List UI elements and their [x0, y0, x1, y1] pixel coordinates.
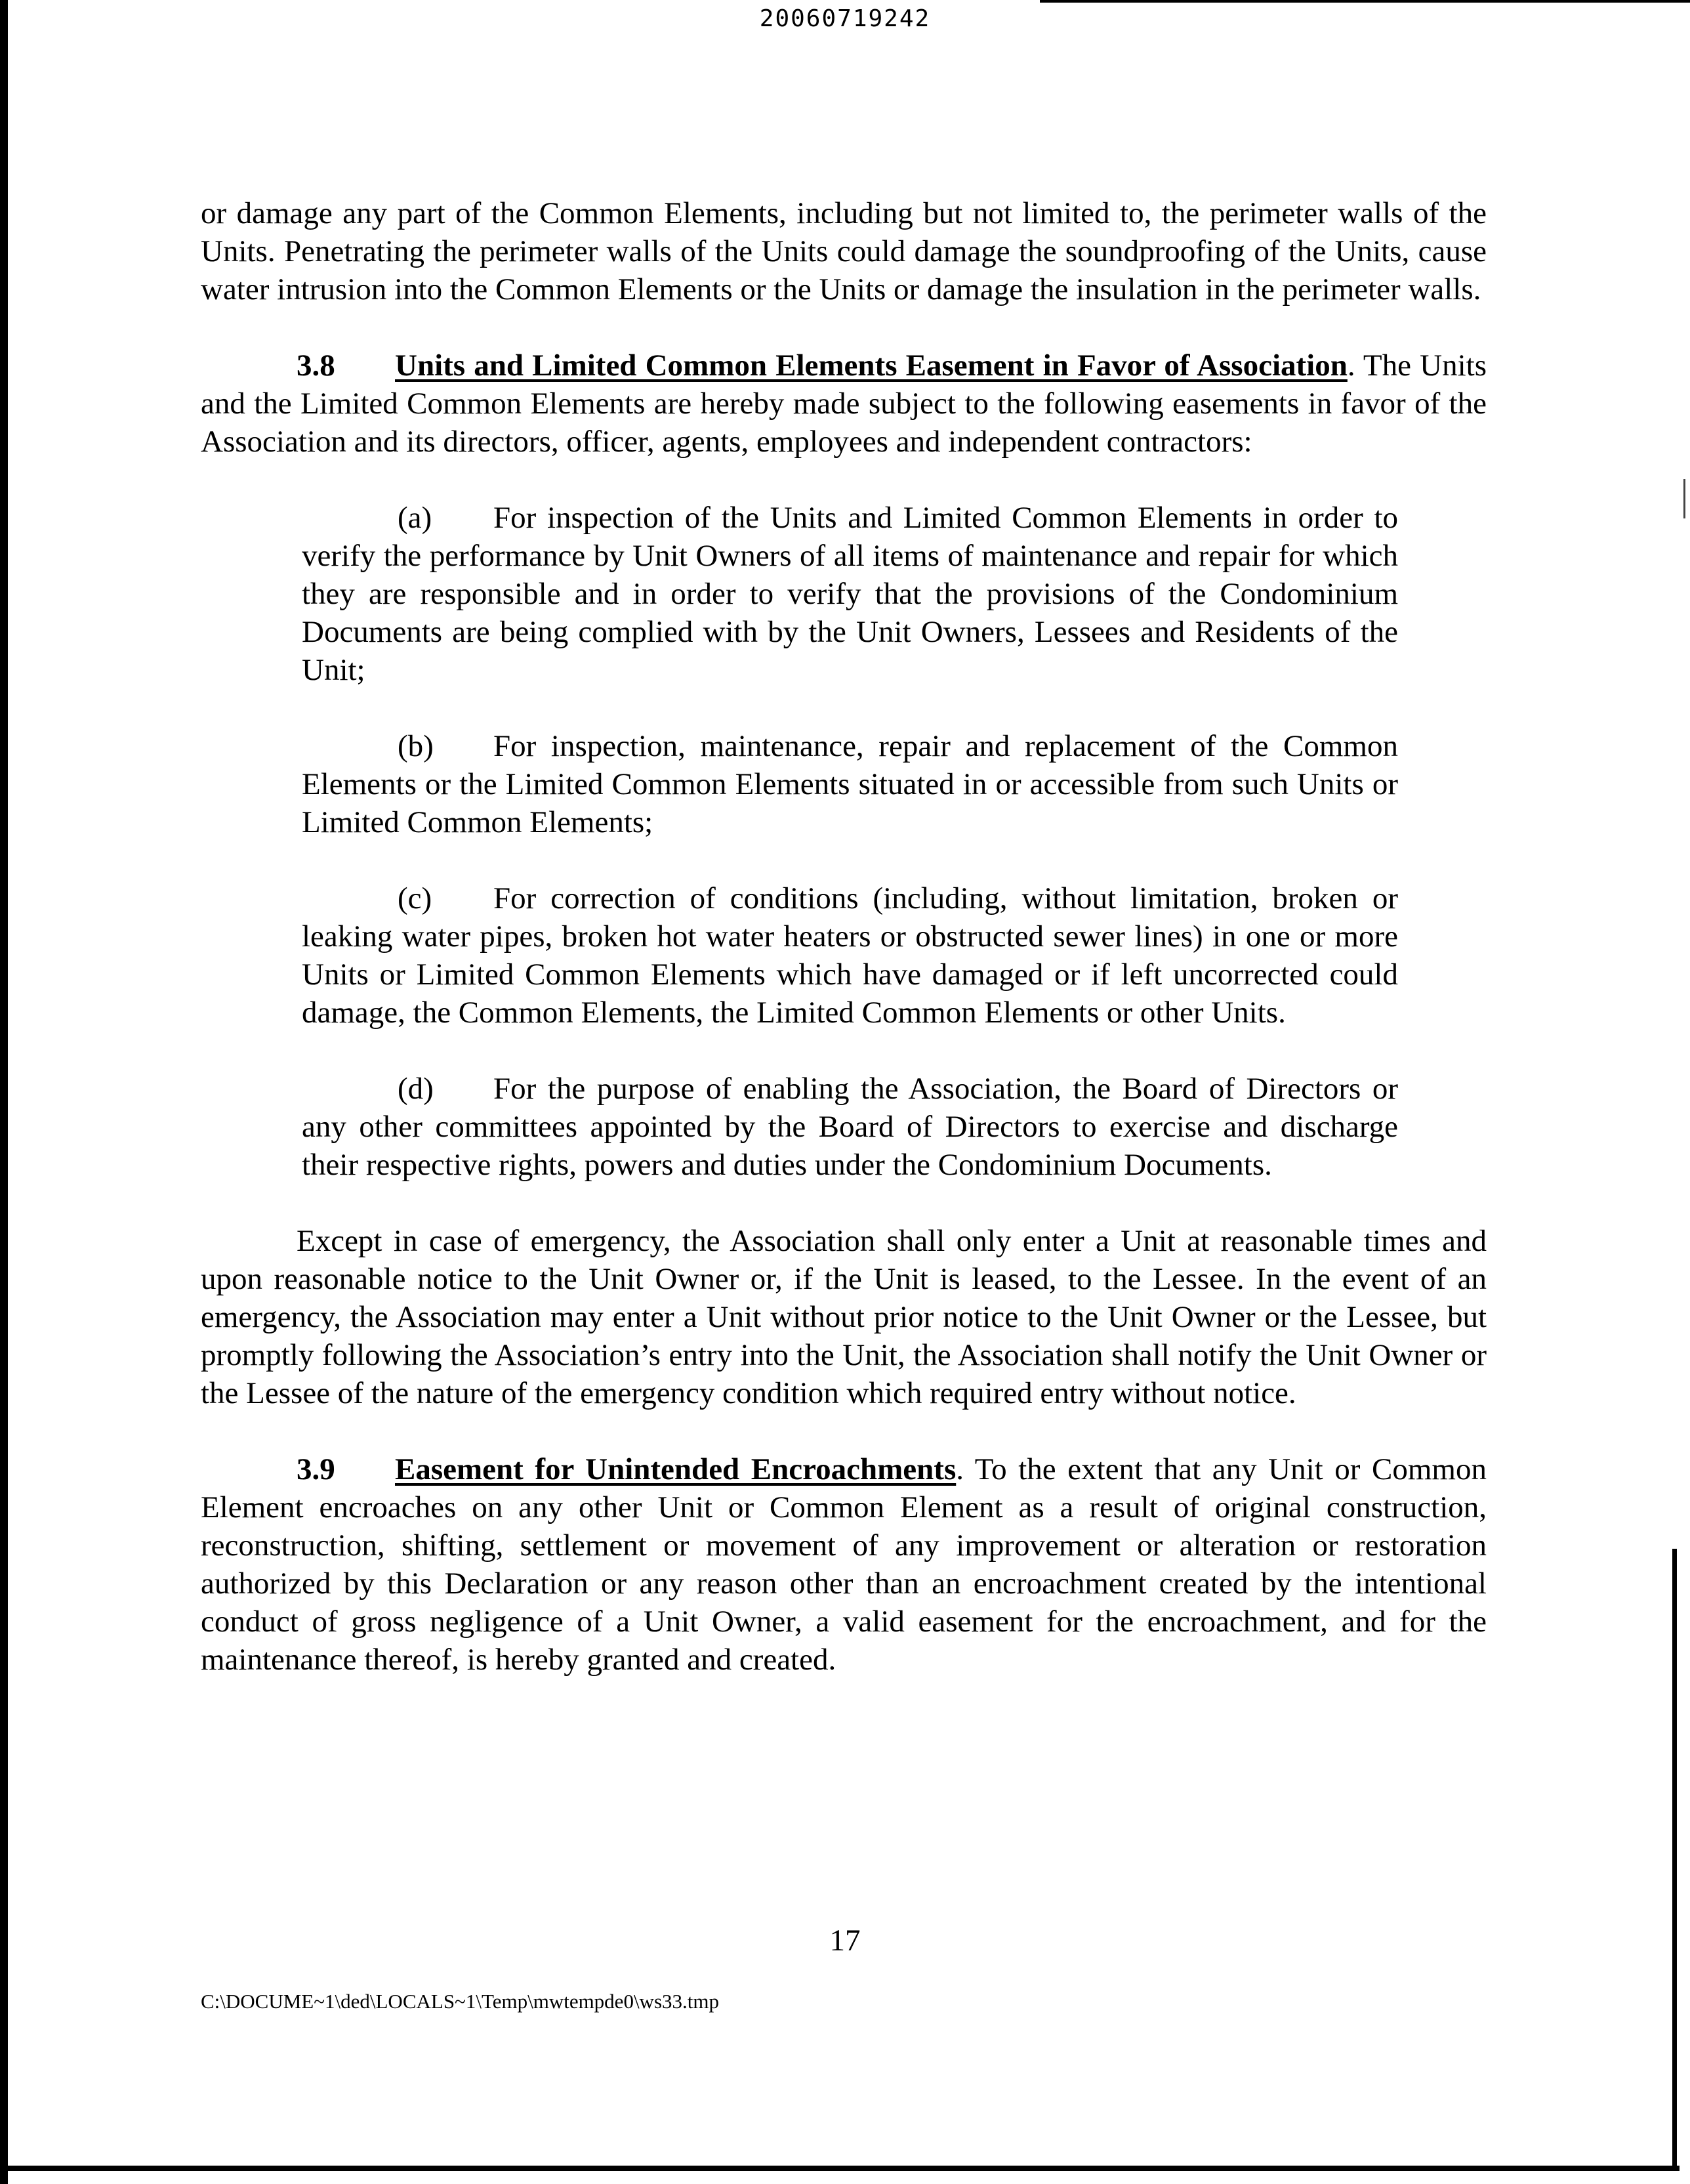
section-3-8-number: 3.8 [297, 348, 335, 383]
easement-item-text: For the purpose of enabling the Association, the Board of Directors or any other committees appointed by the Board of Directors to exercise and discharge their respective rights, powers and duties under the Condominium Documents. [302, 1072, 1398, 1182]
easement-item-c [302, 879, 1398, 1032]
page-number: 17 [829, 1923, 861, 1958]
easement-item-a [302, 499, 1398, 689]
section-3-9-paragraph [201, 1450, 1487, 1679]
page-body [201, 194, 1487, 1717]
easement-item-text: For correction of conditions (including, without limitation, broken or leaking water pipes, broken hot water heaters or obstructed sewer lines) in one or more Units or Limited Common Elements which have damaged or if left uncorrected could damage, the Common Elements, the Limited Common Elements or other Units. [302, 881, 1398, 1030]
section-3-8-title: Units and Limited Common Elements Easement in Favor of Association [395, 348, 1348, 383]
easement-item-text: For inspection, maintenance, repair and replacement of the Common Elements or the Limited Common Elements situated in or accessible from such Units or Limited Common Elements; [302, 729, 1398, 839]
section-3-8-intro-text: . The Units and the Limited Common Elements are hereby made subject to the following easements in favor of the Association and its directors, officer, agents, employees and independent contractors: [201, 348, 1487, 459]
section-3-8-intro [201, 346, 1487, 461]
continuation-paragraph: or damage any part of the Common Elements, including but not limited to, the perimeter walls of the Units. Penetrating the perimeter walls of the Units could damage the soundproofing of the Units, cause water intrusion into the Common Elements or the Units or damage the insulation in the perimeter walls. [201, 196, 1487, 306]
easement-item-d [302, 1070, 1398, 1184]
section-3-9-text: . To the extent that any Unit or Common Element encroaches on any other Unit or Common Element as a result of original construction, reconstruction, shifting, settlement or movement of any improvement or alteration or restoration authorized by this Declaration or any reason other than an encroachment created by the intentional conduct of gross negligence of a Unit Owner, a valid easement for the encroachment, and for the maintenance thereof, is hereby granted and created. [201, 1452, 1487, 1677]
easement-item-label: (c) [398, 881, 432, 915]
scan-border-bottom [0, 2166, 1680, 2171]
easement-item-label: (a) [398, 501, 432, 535]
file-path: C:\DOCUME~1\ded\LOCALS~1\Temp\mwtempde0\ws33.tmp [201, 1990, 719, 2013]
scan-rule-top [1040, 0, 1690, 3]
easement-item-label: (b) [398, 729, 434, 763]
easement-item-text: For inspection of the Units and Limited Common Elements in order to verify the performance by Unit Owners of all items of maintenance and repair for which they are responsible and in order to verify that the provisions of the Condominium Documents are being complied with by the Unit Owners, Lessees and Residents of the Unit; [302, 501, 1398, 687]
scan-border-right [1672, 1549, 1677, 2171]
scan-tick-right [1683, 479, 1685, 518]
emergency-entry-paragraph: Except in case of emergency, the Association shall only enter a Unit at reasonable times and upon reasonable notice to the Unit Owner or, if the Unit is leased, to the Lessee. In the event of an emergency, the Association may enter a Unit without prior notice to the Unit Owner or the Lessee, but promptly following the Association’s entry into the Unit, the Association shall notify the Unit Owner or the Lessee of the nature of the emergency condition which required entry without notice. [201, 1224, 1487, 1410]
section-3-9-title: Easement for Unintended Encroachments [395, 1452, 957, 1486]
section-3-9-number: 3.9 [297, 1452, 335, 1486]
scan-border-left [0, 0, 8, 2184]
document-number: 20060719242 [759, 5, 931, 32]
easement-item-label: (d) [398, 1072, 434, 1106]
easement-item-b [302, 727, 1398, 841]
